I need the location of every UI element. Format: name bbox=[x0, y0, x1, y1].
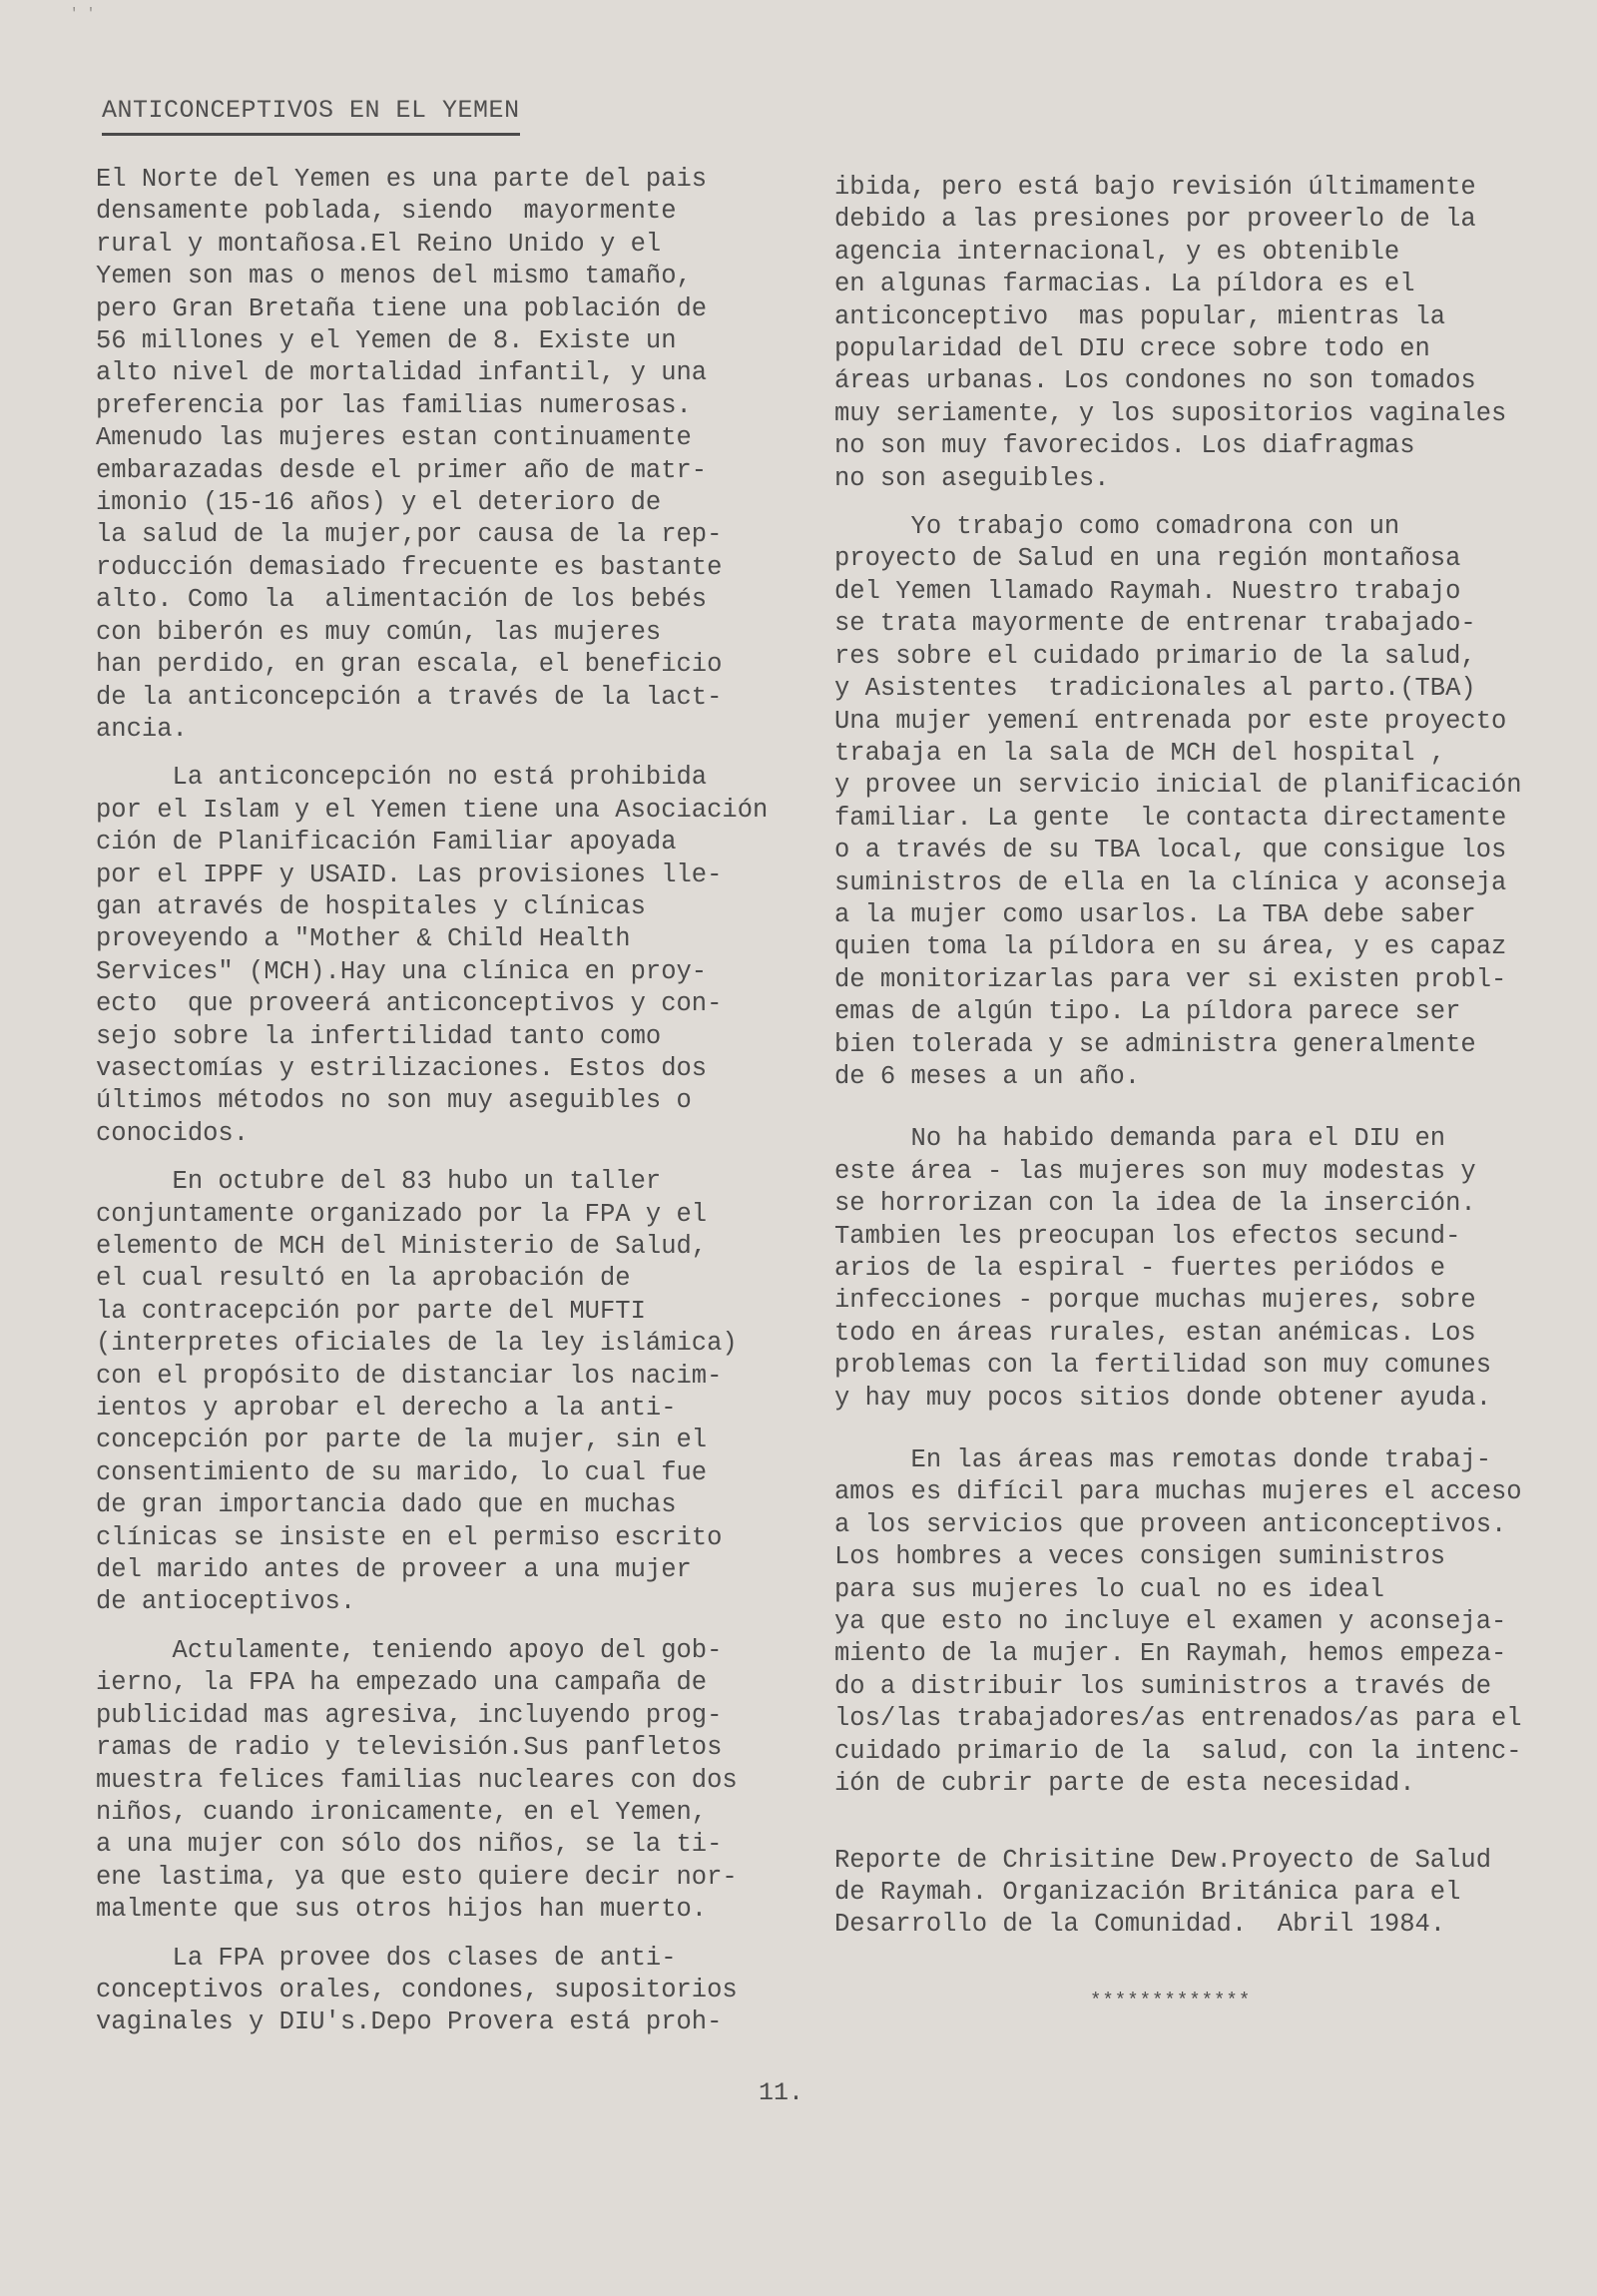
paragraph-right-1: ibida, pero está bajo revisión últimamente debido a las presiones por proveerlo de la agencia internacional, y es obtenible en algunas farmacias. La píldora es el anticonceptivo mas popular, mientras la popularidad del DIU crece sobre todo en áreas urbanas. Los condones no son tomados muy seriamente, y los supositorios vaginales no son muy favorecidos. Los diafragmas no son aseguibles. bbox=[834, 173, 1507, 493]
paragraph-left-4: Actulamente, teniendo apoyo del gob- ierno, la FPA ha empezado una campaña de publicidad mas agresiva, incluyendo prog- ramas de radio y televisión.Sus panfletos muestra felices familias nucleares con dos niños, cuando ironicamente, en el Yemen, a una mujer con sólo dos niños, se la ti- ene lastima, ya que esto quiere decir nor- malmente que sus otros hijos han muerto. bbox=[96, 1635, 738, 1925]
page-number: 11. bbox=[759, 2078, 804, 2107]
section-separator: ************* bbox=[1090, 1990, 1252, 2011]
paragraph-right-4: En las áreas mas remotas donde trabaj- amos es difícil para muchas mujeres el acceso a los servicios que proveen anticonceptivos. Los hombres a veces consigen suministros para sus mujeres lo cual no es ideal ya que esto no incluye el examen y aconseja- miento de la mujer. En Raymah, hemos empeza- do a distribuir los suministros a través de los/las trabajadores/as entrenados/as para el cuidado primario de la salud, con la intenc- ión de cubrir parte de esta necesidad. bbox=[834, 1445, 1522, 1799]
scan-corner-mark: ' ' bbox=[70, 6, 96, 22]
paragraph-left-5: La FPA provee dos clases de anti- conceptivos orales, condones, supositorios vaginales y DIU's.Depo Provera está proh- bbox=[96, 1943, 738, 2037]
page-title: ANTICONCEPTIVOS EN EL YEMEN bbox=[102, 96, 520, 136]
left-column bbox=[96, 164, 768, 2055]
paragraph-right-2: Yo trabajo como comadrona con un proyecto de Salud en una región montañosa del Yemen llamado Raymah. Nuestro trabajo se trata mayormente de entrenar trabajado- res sobre el cuidado primario de la salud, y Asistentes tradicionales al parto.(TBA) Una mujer yemení entrenada por este proyecto trabaja en la sala de MCH del hospital , y provee un servicio inicial de planificación familiar. La gente le contacta directamente o a través de su TBA local, que consigue los suministros de ella en la clínica y aconseja a la mujer como usarlos. La TBA debe saber quien toma la píldora en su área, y es capaz de monitorizarlas para ver si existen probl- emas de algún tipo. La píldora parece ser bien tolerada y se administra generalmente de 6 meses a un año. bbox=[834, 512, 1522, 1091]
paragraph-left-3: En octubre del 83 hubo un taller conjuntamente organizado por la FPA y el elemento de MCH del Ministerio de Salud, el cual resultó en la aprobación de la contracepción por parte del MUFTI (interpretes oficiales de la ley islámica) con el propósito de distanciar los nacim- ientos y aprobar el derecho a la anti- concepción por parte de la mujer, sin el consentimiento de su marido, lo cual fue de gran importancia dado que en muchas clínicas se insiste en el permiso escrito del marido antes de proveer a una mujer de antioceptivos. bbox=[96, 1167, 738, 1617]
paragraph-left-2: La anticoncepción no está prohibida por el Islam y el Yemen tiene una Asociación ción de Planificación Familiar apoyada por el IPPF y USAID. Las provisiones lle- gan através de hospitales y clínicas proveyendo a "Mother & Child Health Services" (MCH).Hay una clínica en proy- ecto que proveerá anticonceptivos y con- sejo sobre la infertilidad tanto como vasectomías y estrilizaciones. Estos dos últimos métodos no son muy aseguibles o conocidos. bbox=[96, 763, 769, 1148]
author-credit: Reporte de Chrisitine Dew.Proyecto de Salud de Raymah. Organización Británica para el Desarrollo de la Comunidad. Abril 1984. bbox=[834, 1845, 1492, 1940]
paragraph-left-1: El Norte del Yemen es una parte del pais densamente poblada, siendo mayormente rural y montañosa.El Reino Unido y el Yemen son mas o menos del mismo tamaño, pero Gran Bretaña tiene una población de 56 millones y el Yemen de 8. Existe un alto nivel de mortalidad infantil, y una preferencia por las familias numerosas. Amenudo las mujeres estan continuamente embarazadas desde el primer año de matr- imonio (15-16 años) y el deterioro de la salud de la mujer,por causa de la rep- roducción demasiado frecuente es bastante alto. Como la alimentación de los bebés con biberón es muy común, las mujeres han perdido, en gran escala, el beneficio de la anticoncepción a través de la lact- ancia. bbox=[96, 165, 723, 744]
paragraph-right-3: No ha habido demanda para el DIU en este área - las mujeres son muy modestas y se horrorizan con la idea de la inserción. Tambien les preocupan los efectos secund- arios de la espiral - fuertes periódos e infecciones - porque muchas mujeres, sobre todo en áreas rurales, estan anémicas. Los problemas con la fertilidad son muy comunes y hay muy pocos sitios donde obtener ayuda. bbox=[834, 1124, 1492, 1413]
right-column bbox=[834, 172, 1522, 1958]
